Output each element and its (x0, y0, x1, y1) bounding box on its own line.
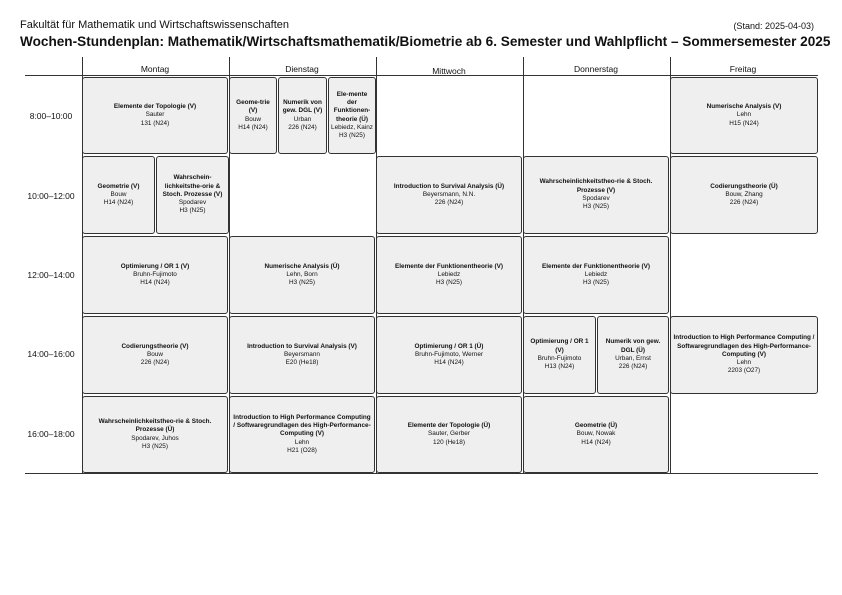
time-label: 16:00–18:00 (27, 429, 75, 439)
course-room: E20 (He18) (285, 359, 319, 367)
faculty-name: Fakultät für Mathematik und Wirtschaftswissenschaften (20, 19, 289, 31)
time-label: 10:00–12:00 (27, 191, 75, 201)
course-cell[interactable] (523, 156, 669, 234)
course-lecturer: Lehn (294, 438, 310, 446)
course-room: H3 (N25) (436, 279, 462, 287)
course-cell[interactable] (523, 316, 596, 394)
course-title: Optimierung / OR 1 (Ü) (414, 342, 484, 350)
course-lecturer: Bruhn-Fujimoto, Werner (414, 350, 484, 358)
course-room: 226 (N24) (140, 359, 170, 367)
course-title: Geome-trie (V) (236, 98, 270, 115)
course-cell[interactable] (156, 156, 229, 234)
course-room: H15 (N24) (729, 119, 759, 127)
course-room: H3 (N25) (179, 207, 206, 215)
course-lecturer: Bouw, Nowak (576, 430, 616, 438)
course-lecturer: Urban (293, 115, 312, 123)
course-room: 131 (N24) (140, 119, 170, 127)
course-cell[interactable] (82, 77, 228, 154)
course-room: H21 (O28) (287, 446, 317, 454)
course-cell[interactable] (670, 156, 818, 234)
time-label: 12:00–14:00 (27, 270, 75, 280)
course-cell[interactable] (229, 236, 375, 314)
course-cell[interactable] (82, 316, 228, 394)
course-lecturer: Lebiedz, Kainz (331, 123, 373, 131)
course-room: H3 (N25) (289, 279, 315, 287)
course-lecturer: Spodarev (582, 195, 610, 202)
course-title: Wahrscheinlichkeitstheo-rie & Stoch. Prozesse (Ü) (98, 417, 212, 434)
course-lecturer: Bruhn-Fujimoto (133, 270, 177, 278)
course-lecturer: Bouw, Zhang (725, 190, 763, 198)
course-title: Introduction to High Performance Computing / Softwaregrundlagen des High-Performance-Computing (V) (673, 334, 815, 358)
course-title: Elemente der Topologie (Ü) (407, 422, 491, 429)
time-label: 8:00–10:00 (29, 111, 73, 121)
course-cell[interactable] (229, 396, 375, 473)
course-lecturer: Spodarev (178, 199, 207, 207)
course-room: 226 (N24) (729, 199, 759, 207)
course-title: Codierungstheorie (Ü) (710, 182, 778, 190)
course-lecturer: Lehn (736, 359, 752, 367)
course-room: 226 (N24) (618, 363, 648, 371)
course-cell[interactable] (670, 316, 818, 394)
course-cell[interactable] (670, 77, 818, 154)
page-title: Wochen-Stundenplan: Mathematik/Wirtschaftsmathematik/Biometrie ab 6. Semester und Wahlpflicht – Sommersemester 2025 (20, 34, 831, 49)
course-lecturer: Bouw (245, 115, 261, 123)
course-title: Wahrschein-lichkeitsthe-orie & Stoch. Prozesse (V) (162, 174, 223, 198)
course-room: 120 (He18) (433, 438, 465, 446)
course-room: H14 (N24) (238, 123, 268, 131)
course-lecturer: Lebiedz (584, 270, 608, 278)
day-header-dienstag: Dienstag (285, 64, 319, 74)
course-room: 2203 (O27) (727, 367, 761, 375)
course-cell[interactable] (376, 156, 522, 234)
course-lecturer: Bouw (110, 190, 127, 198)
course-lecturer: Spodarev, Juhos (131, 434, 179, 442)
course-cell[interactable] (523, 396, 669, 473)
course-title: Ele-mente der Funktionen-theorie (Ü) (333, 90, 371, 123)
course-room: H3 (N25) (339, 132, 365, 140)
course-cell[interactable] (376, 396, 522, 473)
course-title: Optimierung / OR 1 (V) (120, 262, 190, 270)
course-cell[interactable] (229, 77, 277, 154)
course-cell[interactable] (376, 236, 522, 314)
course-room: H3 (N25) (583, 279, 609, 287)
course-title: Elemente der Topologie (V) (113, 103, 197, 110)
course-cell[interactable] (82, 156, 155, 234)
course-cell[interactable] (597, 316, 669, 394)
day-header-mittwoch: Mittwoch (432, 66, 466, 76)
version-stamp: (Stand: 2025-04-03) (733, 21, 814, 31)
day-header-montag: Montag (140, 64, 170, 74)
course-room: H3 (N25) (583, 203, 609, 211)
course-lecturer: Beyersmann (284, 350, 320, 358)
course-room: H13 (N24) (544, 363, 575, 371)
course-cell[interactable] (278, 77, 327, 154)
course-lecturer: Lehn (736, 111, 752, 119)
course-title: Geometrie (V) (97, 182, 140, 190)
grid-line (25, 473, 818, 474)
course-title: Numerische Analysis (Ü) (264, 262, 340, 270)
course-title: Codierungstheorie (V) (121, 342, 189, 350)
course-cell[interactable] (82, 396, 228, 473)
course-lecturer: Sauter (145, 111, 165, 119)
course-title: Geometrie (Ü) (574, 422, 618, 429)
course-title: Numerik von gew. DGL (Ü) (605, 338, 661, 354)
course-title: Introduction to Survival Analysis (Ü) (393, 182, 505, 190)
course-cell[interactable] (328, 77, 376, 154)
day-header-donnerstag: Donnerstag (574, 64, 618, 74)
time-label: 14:00–16:00 (27, 349, 75, 359)
course-title: Numerische Analysis (V) (706, 103, 782, 110)
course-title: Elemente der Funktionentheorie (V) (542, 262, 650, 270)
course-room: H14 (N24) (140, 279, 170, 287)
course-lecturer: Beyersmann, N.N. (422, 190, 476, 198)
course-cell[interactable] (82, 236, 228, 314)
course-lecturer: Lebiedz (437, 270, 461, 278)
course-room: H3 (N25) (142, 442, 168, 450)
course-room: 226 (N24) (288, 123, 317, 131)
course-lecturer: Bouw (147, 350, 163, 358)
course-room: H14 (N24) (581, 438, 611, 446)
course-room: H14 (N24) (434, 359, 464, 367)
course-cell[interactable] (229, 316, 375, 394)
course-room: 226 (N24) (434, 199, 464, 207)
course-title: Wahrscheinlichkeitstheo-rie & Stoch. Prozesse (V) (539, 178, 653, 194)
course-title: Introduction to High Performance Computing / Softwaregrundlagen des High-Performance-Computing (V) (233, 413, 371, 438)
course-lecturer: Bruhn-Fujimoto (537, 355, 582, 362)
day-header-freitag: Freitag (729, 64, 757, 74)
course-room: H14 (N24) (103, 199, 134, 207)
course-cell[interactable] (523, 236, 669, 314)
course-title: Optimierung / OR 1 (V) (530, 338, 589, 354)
course-title: Numerik von gew. DGL (V) (282, 98, 323, 115)
course-title: Introduction to Survival Analysis (V) (247, 342, 357, 350)
course-lecturer: Sauter, Gerber (428, 430, 470, 438)
course-title: Elemente der Funktionentheorie (V) (395, 262, 503, 270)
course-lecturer: Urban, Ernst (615, 355, 651, 362)
course-lecturer: Lehn, Born (286, 270, 318, 278)
course-cell[interactable] (376, 316, 522, 394)
